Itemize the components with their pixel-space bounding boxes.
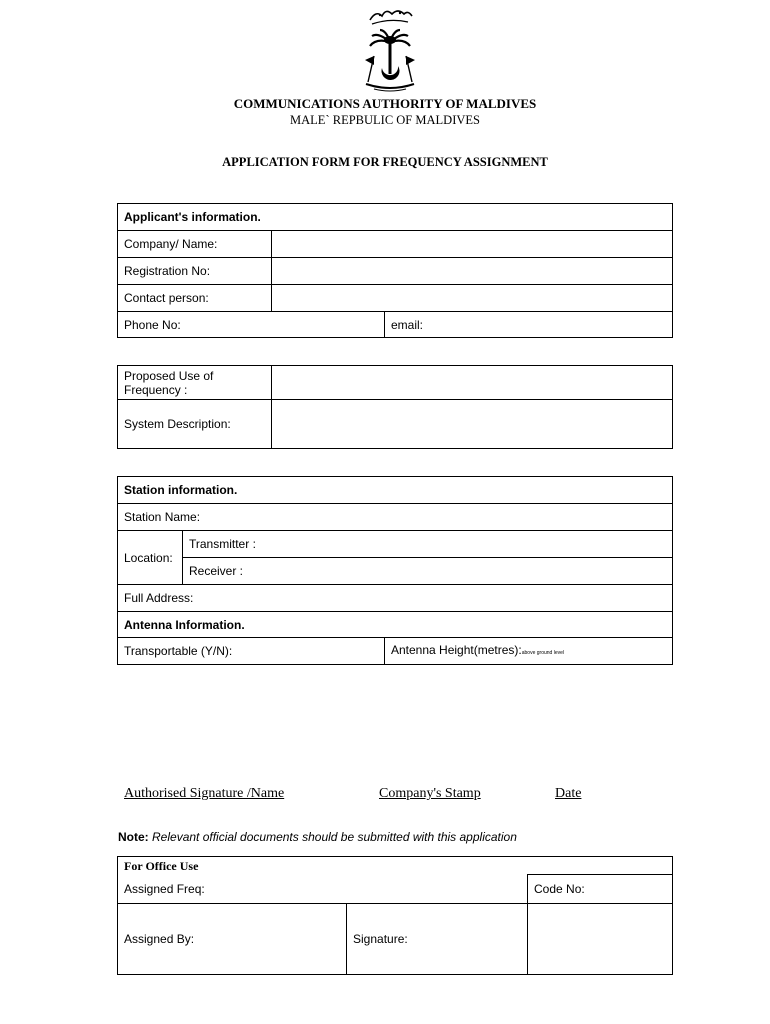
station-name-field[interactable] [118,504,673,531]
office-signature-field[interactable] [347,904,528,975]
station-heading: Station information. [118,477,673,504]
authorised-signature-label: Authorised Signature /Name [124,786,285,801]
contact-person-label: Contact person: [118,285,272,312]
email-label: email: [391,317,424,332]
antenna-height-field[interactable] [385,638,673,665]
antenna-heading: Antenna Information. [118,612,673,638]
office-use-table [117,856,673,975]
office-use-heading: For Office Use [118,857,673,875]
transportable-field[interactable] [118,638,385,665]
submission-note [118,830,517,844]
registration-no-label: Registration No: [118,258,272,285]
transportable-label: Transportable (Y/N): [124,644,233,658]
applicant-info-table [117,203,673,338]
office-signature-label: Signature: [353,932,408,946]
note-label: Note: [118,830,149,844]
email-field[interactable] [385,312,673,338]
contact-person-field[interactable] [272,285,673,312]
proposed-use-field[interactable] [272,366,673,400]
date-label: Date [555,786,582,801]
transmitter-field[interactable] [183,531,673,558]
station-info-table [117,476,673,665]
registration-no-field[interactable] [272,258,673,285]
proposed-use-table [117,365,673,449]
code-no-label: Code No: [534,882,585,896]
organization-location: MALE` REPBULIC OF MALDIVES [290,113,480,127]
company-stamp-label: Company's Stamp [379,786,481,801]
proposed-use-label: Proposed Use of Frequency : [118,366,272,400]
full-address-label: Full Address: [124,591,194,605]
national-emblem-icon [360,6,420,94]
system-description-field[interactable] [272,400,673,449]
applicant-heading: Applicant's information. [118,204,673,231]
assigned-freq-label: Assigned Freq: [124,881,205,896]
office-extra-field[interactable] [528,904,673,975]
receiver-field[interactable] [183,558,673,585]
note-text: Relevant official documents should be submitted with this application [152,830,517,844]
station-name-label: Station Name: [124,510,201,524]
system-description-label: System Description: [118,400,272,449]
phone-no-label: Phone No: [124,317,181,332]
company-name-label: Company/ Name: [118,231,272,258]
location-label: Location: [118,531,183,585]
antenna-height-label: Antenna Height(metres): [391,642,522,657]
company-name-field[interactable] [272,231,673,258]
code-no-field[interactable] [528,875,673,904]
phone-no-field[interactable] [118,312,385,338]
assigned-by-label: Assigned By: [124,932,195,946]
assigned-freq-field[interactable] [118,875,528,904]
antenna-height-note: above ground level [521,649,564,656]
form-title: APPLICATION FORM FOR FREQUENCY ASSIGNMENT [222,155,548,169]
transmitter-label: Transmitter : [189,537,256,551]
assigned-by-field[interactable] [118,904,347,975]
full-address-field[interactable] [118,585,673,612]
receiver-label: Receiver : [189,564,244,578]
organization-title: COMMUNICATIONS AUTHORITY OF MALDIVES [233,96,537,111]
